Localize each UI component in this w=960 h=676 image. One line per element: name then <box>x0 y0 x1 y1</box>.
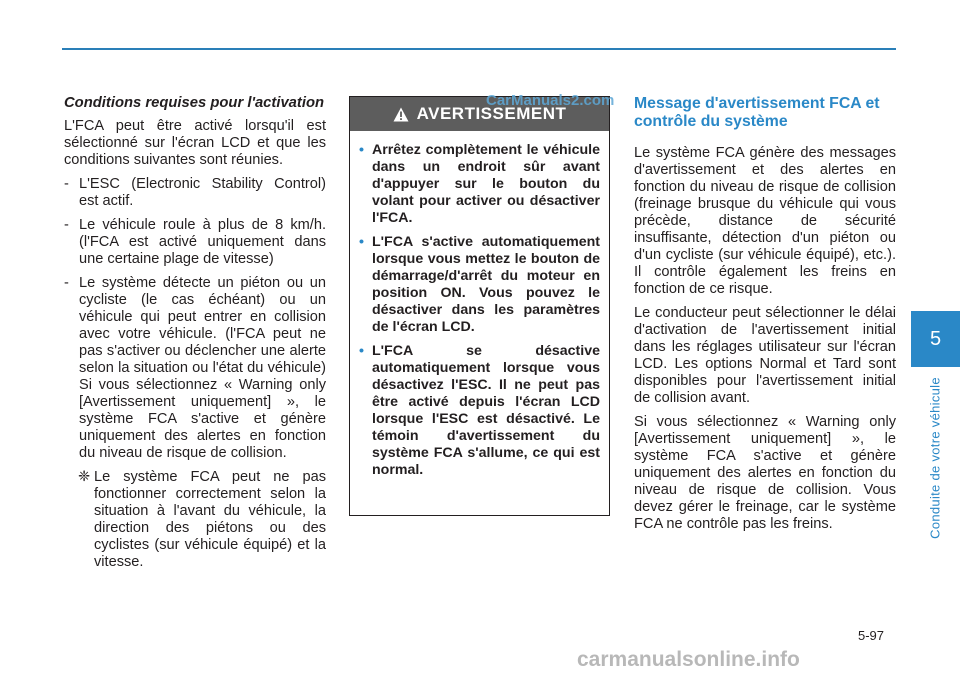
warning-item <box>359 142 600 227</box>
warning-title: AVERTISSEMENT <box>416 104 567 123</box>
warning-text: Arrêtez complètement le véhicule dans un endroit sûr avant d'appuyer sur le bouton du volant pour activer ou désactiver l'FCA. <box>372 142 600 226</box>
bullet-icon: • <box>359 142 364 158</box>
message-paragraph: Le conducteur peut sélectionner le délai d'activation de l'avertissement initial dans les réglages utilisateur sur l'écran LCD. Les options Normal et Tard sont disponibles pour l'avertissement initial de collision avant. <box>634 305 896 406</box>
conditions-intro: L'FCA peut être activé lorsqu'il est sélectionné sur l'écran LCD et que les conditions suivantes sont réunies. <box>64 118 326 168</box>
chapter-title: Conduite de votre véhicule <box>927 377 943 539</box>
message-title: Message d'avertissement FCA et contrôle du système <box>634 95 880 130</box>
chapter-tab: 5 <box>911 311 960 367</box>
bullet-icon: • <box>359 234 364 250</box>
message-paragraph: Si vous sélectionnez « Warning only [Avertissement uniquement] », le système FCA s'active et génère uniquement des alertes en fonction du niveau de risque de collision. Vous devez gérer le freinage, car le système FCA ne contrôle pas les freins. <box>634 414 896 532</box>
warning-body <box>350 131 609 479</box>
condition-text: Le système détecte un piéton ou un cycliste (le cas échéant) ou un véhicule qui peut entrer en collision avec votre véhicule. (l'FCA peut ne pas s'activer ou déclencher une alerte selon la situation ou l'état du véhicule) Si vous sélectionnez « Warning only [Avertissement uniquement] », le système FCA s'active et génère uniquement des alertes en fonction du niveau de risque de collision. <box>79 275 326 461</box>
page-number: 5-97 <box>858 628 885 643</box>
condition-item <box>64 176 326 210</box>
conditions-title: Conditions requises pour l'activation <box>64 95 325 111</box>
warning-item <box>359 234 600 336</box>
note-symbol-icon: ❈ <box>78 469 91 485</box>
warning-text: L'FCA s'active automatiquement lorsque vous mettez le bouton de démarrage/d'arrêt du moteur en position ON. Vous pouvez le désactiver dans les paramètres de l'écran LCD. <box>372 234 600 335</box>
warning-list <box>359 142 600 479</box>
conditions-note <box>64 469 326 571</box>
condition-text: L'ESC (Electronic Stability Control) est actif. <box>79 176 326 209</box>
condition-item <box>64 275 326 462</box>
watermark-bottom: carmanualsonline.info <box>577 648 800 671</box>
message-paragraph: Le système FCA génère des messages d'avertissement et des alertes en fonction du niveau de risque de collision (freinage brusque du véhicule qui vous précède, distance de sécurité insuffisante, détection d'un piéton ou d'un cycliste (sur véhicule équipé), etc.). Il contrôle également les freins en fonction de ce risque. <box>634 145 896 297</box>
message-column <box>634 95 896 540</box>
condition-text: Le véhicule roule à plus de 8 km/h. (l'FCA est activé uniquement dans une certaine plage de vitesse) <box>79 217 326 267</box>
note-text: Le système FCA peut ne pas fonctionner correctement selon la situation à l'avant du véhicule, la direction des piétons ou des cyclistes (sur véhicule équipé) et la vitesse. <box>94 469 326 570</box>
conditions-column <box>64 95 326 571</box>
bullet-icon: • <box>359 343 364 359</box>
dash-marker: - <box>64 217 69 233</box>
warning-item <box>359 343 600 479</box>
condition-item <box>64 217 326 268</box>
warning-box <box>349 96 610 516</box>
warning-text: L'FCA se désactive automatiquement lorsque vous désactivez l'ESC. Il ne peut pas être activé depuis l'écran LCD lorsque l'ESC est désactivé. Le témoin d'avertissement du système FCA s'allume, ce qui est normal. <box>372 343 600 478</box>
warning-triangle-icon <box>393 107 409 122</box>
dash-marker: - <box>64 275 69 291</box>
watermark-top: CarManuals2.com <box>486 92 615 109</box>
conditions-list <box>64 176 326 462</box>
dash-marker: - <box>64 176 69 192</box>
top-rule <box>62 48 896 50</box>
